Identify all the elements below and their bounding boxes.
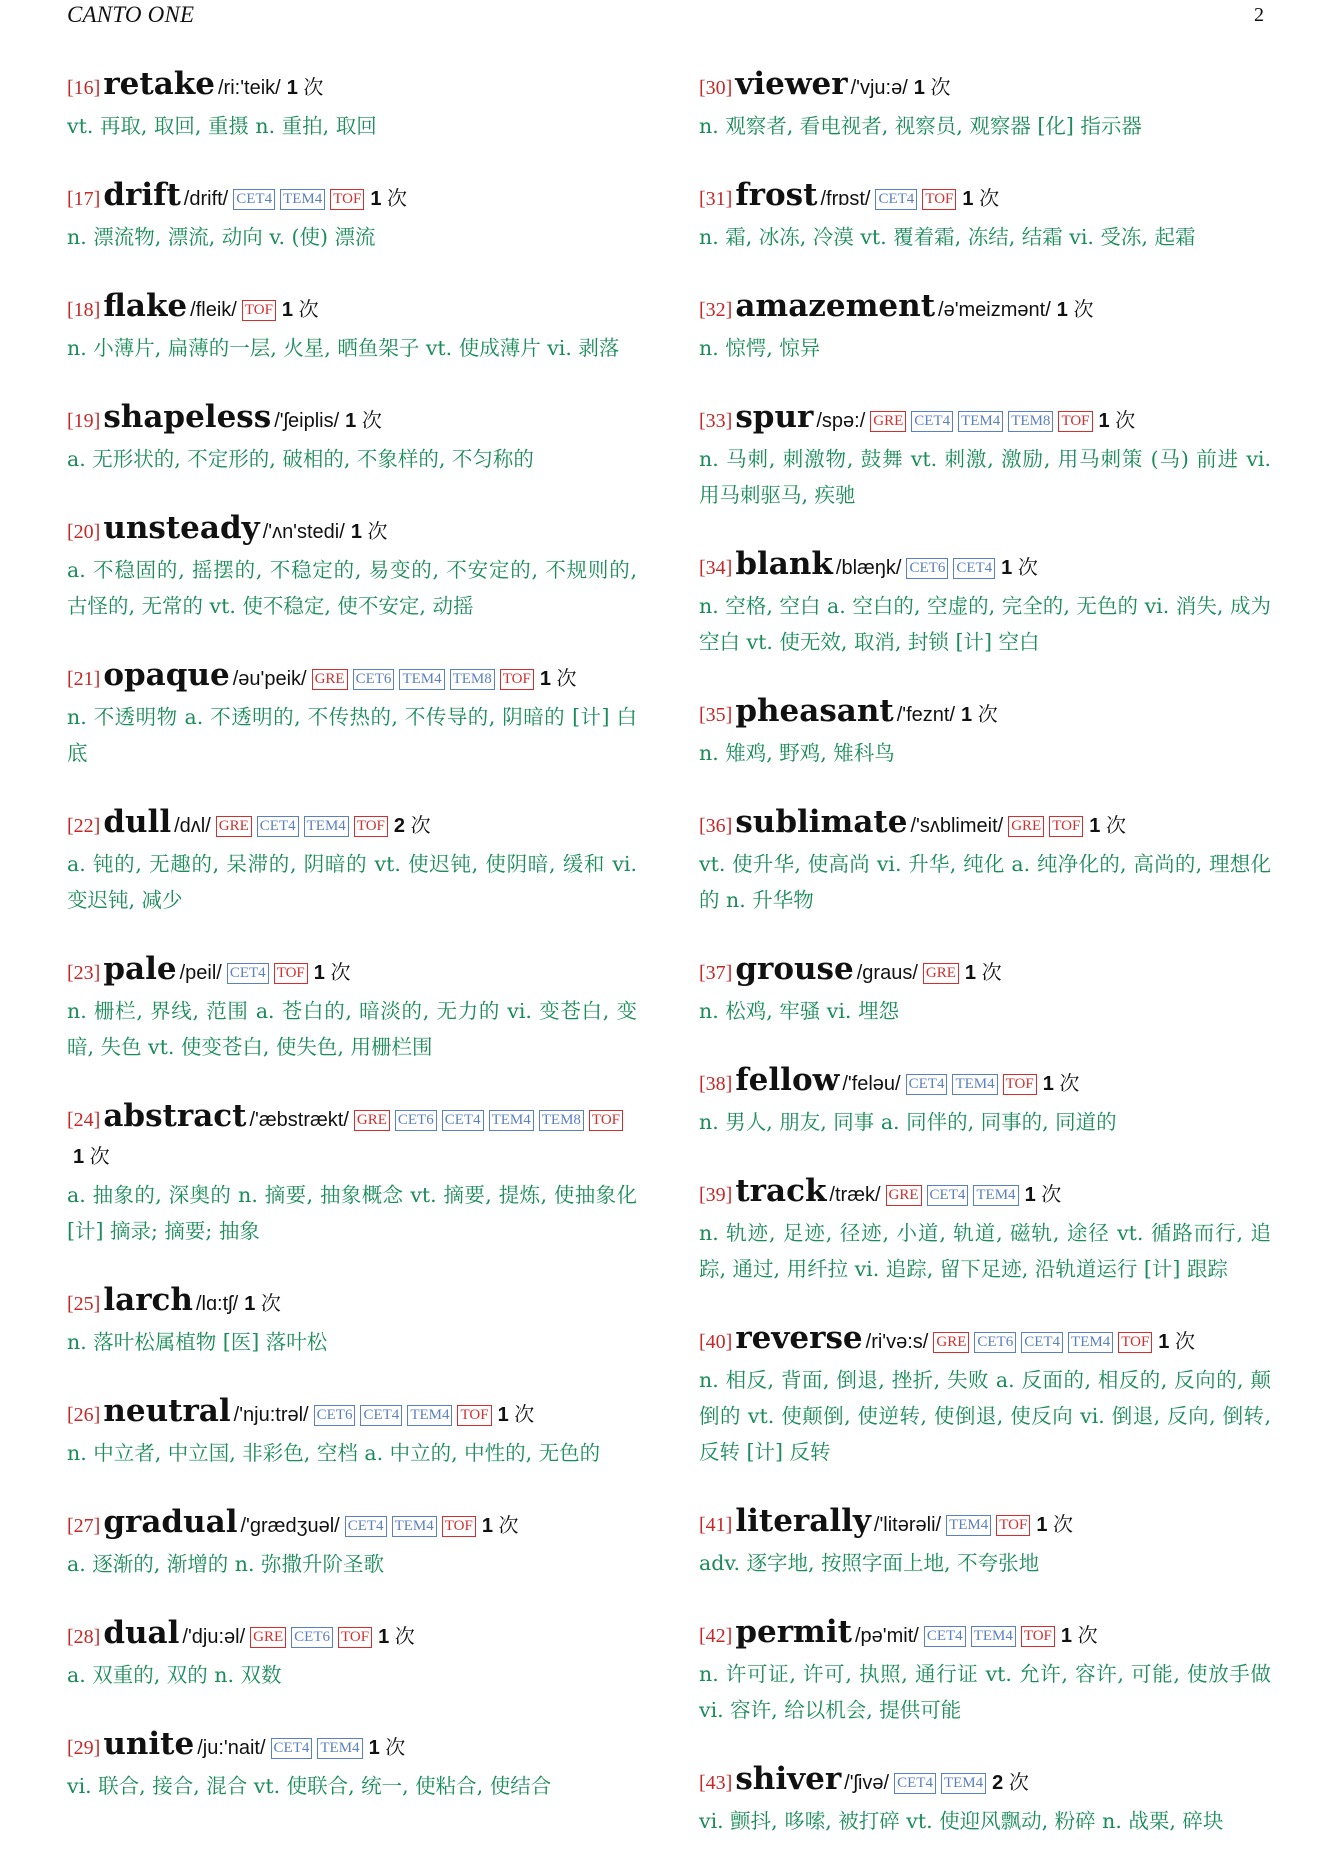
occurrence-count: 1 次 xyxy=(1056,299,1094,321)
definition: n. 不透明物 a. 不透明的, 不传热的, 不传导的, 阴暗的 [计] 白底 xyxy=(67,705,637,765)
exam-tag-gre: GRE xyxy=(312,669,348,690)
entry-index: [39] xyxy=(699,1184,733,1206)
definition: n. 惊愕, 惊异 xyxy=(699,336,821,360)
definition: vi. 颤抖, 哆嗦, 被打碎 vt. 使迎风飘动, 粉碎 n. 战栗, 碎块 xyxy=(699,1809,1224,1833)
headword: dull xyxy=(103,804,172,840)
pronunciation: /træk/ xyxy=(829,1184,881,1206)
pronunciation: /ju:'nait/ xyxy=(197,1737,266,1759)
definition: n. 男人, 朋友, 同事 a. 同伴的, 同事的, 同道的 xyxy=(699,1110,1117,1134)
occurrence-count: 1 次 xyxy=(497,1404,535,1426)
headword: flake xyxy=(103,288,188,324)
occurrence-count: 1 次 xyxy=(286,77,324,99)
entry-index: [31] xyxy=(699,188,733,210)
entry-head xyxy=(67,399,637,440)
entry-index: [36] xyxy=(699,815,733,837)
occurrence-count: 1 次 xyxy=(481,1515,519,1537)
pronunciation: /'feləu/ xyxy=(842,1073,901,1095)
exam-tag-gre: GRE xyxy=(870,411,906,432)
exam-tag-tem4: TEM4 xyxy=(973,1185,1018,1206)
exam-tag-cet4: CET4 xyxy=(875,189,917,210)
exam-tag-tof: TOF xyxy=(589,1110,623,1131)
pronunciation: /ri'və:s/ xyxy=(865,1331,929,1353)
exam-tag-tem4: TEM4 xyxy=(304,816,349,837)
vocab-entry xyxy=(699,693,1271,771)
vocab-entry xyxy=(67,66,637,144)
occurrence-count: 1 次 xyxy=(244,1293,281,1315)
vocab-entry xyxy=(67,657,637,771)
headword: blank xyxy=(735,546,833,582)
exam-tag-tem4: TEM4 xyxy=(946,1515,991,1536)
headword: track xyxy=(735,1173,827,1209)
right-column xyxy=(699,66,1271,1872)
entry-index: [24] xyxy=(67,1109,101,1131)
definition: a. 钝的, 无趣的, 呆滞的, 阴暗的 vt. 使迟钝, 使阴暗, 缓和 vi. 变迟钝, 减少 xyxy=(67,852,637,912)
pronunciation: /drift/ xyxy=(183,188,229,210)
entry-index: [28] xyxy=(67,1626,101,1648)
entry-index: [29] xyxy=(67,1737,101,1759)
entry-index: [21] xyxy=(67,668,101,690)
occurrence-count: 1 次 xyxy=(1158,1331,1195,1353)
exam-tag-cet4: CET4 xyxy=(911,411,953,432)
entry-head xyxy=(699,288,1271,329)
pronunciation: /lɑ:tʃ/ xyxy=(195,1293,239,1315)
definition: n. 相反, 背面, 倒退, 挫折, 失败 a. 反面的, 相反的, 反向的, 颠倒的 vt. 使颠倒, 使逆转, 使倒退, 使反向 vi. 倒退, 反向, 倒转, 反转 [计] 反转 xyxy=(699,1368,1271,1464)
exam-tag-tof: TOF xyxy=(338,1627,372,1648)
exam-tag-cet4: CET4 xyxy=(345,1516,387,1537)
entry-head xyxy=(699,951,1271,992)
entry-index: [27] xyxy=(67,1515,101,1537)
definition: n. 小薄片, 扁薄的一层, 火星, 晒鱼架子 vt. 使成薄片 vi. 剥落 xyxy=(67,336,620,360)
vocab-entry xyxy=(699,177,1271,255)
headword: amazement xyxy=(735,288,936,324)
pronunciation: /'litərəli/ xyxy=(873,1514,942,1536)
headword: sublimate xyxy=(735,804,908,840)
pronunciation: /'ʌn'stedi/ xyxy=(262,521,345,543)
entry-head xyxy=(67,1726,637,1767)
pronunciation: /əu'peik/ xyxy=(232,668,307,690)
exam-tag-tof: TOF xyxy=(1118,1332,1152,1353)
definition: n. 中立者, 中立国, 非彩色, 空档 a. 中立的, 中性的, 无色的 xyxy=(67,1441,601,1465)
pronunciation: /'ʃeiplis/ xyxy=(274,410,340,432)
exam-tag-cet4: CET4 xyxy=(442,1110,484,1131)
page-number: 2 xyxy=(1254,4,1264,26)
pronunciation: /'æbstrækt/ xyxy=(249,1109,349,1131)
exam-tag-cet4: CET4 xyxy=(271,1738,313,1759)
vocab-entry xyxy=(699,399,1271,513)
exam-tag-cet4: CET4 xyxy=(233,189,275,210)
exam-tag-tem4: TEM4 xyxy=(971,1626,1016,1647)
entry-head xyxy=(67,66,637,107)
exam-tag-tof: TOF xyxy=(242,300,276,321)
occurrence-count: 1 次 xyxy=(281,299,319,321)
exam-tag-tem4: TEM4 xyxy=(280,189,325,210)
entry-index: [35] xyxy=(699,704,733,726)
exam-tag-tof: TOF xyxy=(330,189,364,210)
vocab-entry xyxy=(67,399,637,477)
vocab-entry xyxy=(67,951,637,1065)
occurrence-count: 1 次 xyxy=(350,521,388,543)
definition: n. 松鸡, 牢骚 vi. 埋怨 xyxy=(699,999,899,1023)
left-column xyxy=(67,66,637,1837)
occurrence-count: 1 次 xyxy=(962,188,1000,210)
headword: dual xyxy=(103,1615,180,1651)
entry-head xyxy=(699,66,1271,107)
definition: n. 雉鸡, 野鸡, 雉科鸟 xyxy=(699,741,895,765)
pronunciation: /ə'meizmənt/ xyxy=(938,299,1051,321)
vocab-entry xyxy=(67,288,637,366)
definition: n. 栅栏, 界线, 范围 a. 苍白的, 暗淡的, 无力的 vi. 变苍白, 变暗, 失色 vt. 使变苍白, 使失色, 用栅栏围 xyxy=(67,999,637,1059)
definition: a. 抽象的, 深奥的 n. 摘要, 抽象概念 vt. 摘要, 提炼, 使抽象化 [计] 摘录; 摘要; 抽象 xyxy=(67,1183,637,1243)
occurrence-count: 1 次 xyxy=(1042,1073,1080,1095)
pronunciation: /spə:/ xyxy=(816,410,866,432)
exam-tag-cet4: CET4 xyxy=(257,816,299,837)
exam-tag-tem8: TEM8 xyxy=(539,1110,584,1131)
entry-index: [26] xyxy=(67,1404,101,1426)
headword: drift xyxy=(103,177,181,213)
exam-tag-gre: GRE xyxy=(354,1110,390,1131)
occurrence-count: 1 次 xyxy=(378,1626,415,1648)
occurrence-count: 1 次 xyxy=(1024,1184,1062,1206)
entry-head xyxy=(699,177,1271,218)
occurrence-count: 1 次 xyxy=(913,77,951,99)
page-header xyxy=(67,2,1264,30)
vocab-entry xyxy=(67,1615,637,1693)
pronunciation: /'sʌblimeit/ xyxy=(910,815,1004,837)
definition: a. 无形状的, 不定形的, 破相的, 不象样的, 不匀称的 xyxy=(67,447,534,471)
vocab-entry xyxy=(699,1173,1271,1287)
exam-tag-tof: TOF xyxy=(1021,1626,1055,1647)
pronunciation: /pə'mit/ xyxy=(854,1625,919,1647)
exam-tag-cet6: CET6 xyxy=(974,1332,1016,1353)
occurrence-count: 1 次 xyxy=(1036,1514,1074,1536)
definition: vt. 再取, 取回, 重摄 n. 重拍, 取回 xyxy=(67,114,377,138)
headword: shapeless xyxy=(103,399,272,435)
exam-tag-cet4: CET4 xyxy=(227,963,269,984)
headword: abstract xyxy=(103,1098,247,1134)
entry-index: [23] xyxy=(67,962,101,984)
definition: a. 不稳固的, 摇摆的, 不稳定的, 易变的, 不安定的, 不规则的, 古怪的, 无常的 vt. 使不稳定, 使不安定, 动摇 xyxy=(67,558,637,618)
page-title: CANTO ONE xyxy=(67,2,195,27)
vocab-entry xyxy=(699,1761,1271,1839)
headword: gradual xyxy=(103,1504,238,1540)
entry-index: [40] xyxy=(699,1331,733,1353)
entry-index: [19] xyxy=(67,410,101,432)
vocab-entry xyxy=(67,510,637,624)
entry-head xyxy=(699,804,1271,845)
occurrence-count: 1 次 xyxy=(1098,410,1136,432)
vocab-entry xyxy=(699,288,1271,366)
definition: n. 漂流物, 漂流, 动向 v. (使) 漂流 xyxy=(67,225,376,249)
occurrence-count: 1 次 xyxy=(964,962,1002,984)
exam-tag-cet4: CET4 xyxy=(953,558,995,579)
definition: vt. 使升华, 使高尚 vi. 升华, 纯化 a. 纯净化的, 高尚的, 理想化的 n. 升华物 xyxy=(699,852,1271,912)
headword: pale xyxy=(103,951,177,987)
vocab-entry xyxy=(67,1098,637,1249)
entry-head xyxy=(67,804,637,845)
exam-tag-tem8: TEM8 xyxy=(450,669,495,690)
exam-tag-cet6: CET6 xyxy=(291,1627,333,1648)
exam-tag-tem4: TEM4 xyxy=(392,1516,437,1537)
entry-index: [43] xyxy=(699,1772,733,1794)
vocab-entry xyxy=(67,1504,637,1582)
headword: unite xyxy=(103,1726,195,1762)
vocab-entry xyxy=(699,546,1271,660)
occurrence-count: 1 次 xyxy=(370,188,408,210)
entry-index: [33] xyxy=(699,410,733,432)
headword: reverse xyxy=(735,1320,863,1356)
headword: retake xyxy=(103,66,215,102)
exam-tag-tem4: TEM4 xyxy=(952,1074,997,1095)
entry-head xyxy=(699,1173,1271,1214)
exam-tag-tem8: TEM8 xyxy=(1008,411,1053,432)
headword: frost xyxy=(735,177,818,213)
entry-head xyxy=(699,1062,1271,1103)
definition: n. 霜, 冰冻, 冷漠 vt. 覆着霜, 冻结, 结霜 vi. 受冻, 起霜 xyxy=(699,225,1196,249)
occurrence-count: 1 次 xyxy=(1001,557,1038,579)
pronunciation: /dʌl/ xyxy=(174,815,211,837)
entry-index: [38] xyxy=(699,1073,733,1095)
exam-tag-cet6: CET6 xyxy=(395,1110,437,1131)
pronunciation: /'nju:trəl/ xyxy=(233,1404,309,1426)
vocab-entry xyxy=(699,66,1271,144)
entry-head xyxy=(67,1282,637,1323)
occurrence-count: 1 次 xyxy=(539,668,577,690)
exam-tag-cet6: CET6 xyxy=(906,558,948,579)
occurrence-count: 1 次 xyxy=(368,1737,406,1759)
exam-tag-tof: TOF xyxy=(442,1516,476,1537)
exam-tag-tem4: TEM4 xyxy=(941,1773,986,1794)
entry-index: [17] xyxy=(67,188,101,210)
entry-head xyxy=(67,657,637,698)
exam-tag-tem4: TEM4 xyxy=(399,669,444,690)
exam-tag-gre: GRE xyxy=(1008,816,1044,837)
entry-index: [18] xyxy=(67,299,101,321)
exam-tag-cet4: CET4 xyxy=(927,1185,969,1206)
entry-index: [32] xyxy=(699,299,733,321)
headword: grouse xyxy=(735,951,854,987)
exam-tag-tof: TOF xyxy=(922,189,956,210)
definition: n. 观察者, 看电视者, 视察员, 观察器 [化] 指示器 xyxy=(699,114,1142,138)
headword: unsteady xyxy=(103,510,260,546)
pronunciation: /'feznt/ xyxy=(896,704,956,726)
exam-tag-gre: GRE xyxy=(933,1332,969,1353)
pronunciation: /blæŋk/ xyxy=(835,557,902,579)
definition: n. 落叶松属植物 [医] 落叶松 xyxy=(67,1330,328,1354)
definition: a. 双重的, 双的 n. 双数 xyxy=(67,1663,282,1687)
exam-tag-cet6: CET6 xyxy=(353,669,395,690)
headword: pheasant xyxy=(735,693,894,729)
pronunciation: /ri:'teik/ xyxy=(218,77,281,99)
entry-index: [16] xyxy=(67,77,101,99)
headword: literally xyxy=(735,1503,871,1539)
headword: spur xyxy=(735,399,814,435)
entry-head xyxy=(67,1098,637,1176)
headword: shiver xyxy=(735,1761,842,1797)
vocab-entry xyxy=(67,1726,637,1804)
exam-tag-tof: TOF xyxy=(457,1405,491,1426)
vocab-entry xyxy=(699,1614,1271,1728)
occurrence-count: 1 次 xyxy=(313,962,351,984)
definition: n. 空格, 空白 a. 空白的, 空虚的, 完全的, 无色的 vi. 消失, 成为空白 vt. 使无效, 取消, 封锁 [计] 空白 xyxy=(699,594,1271,654)
vocab-entry xyxy=(699,951,1271,1029)
occurrence-count: 2 次 xyxy=(393,815,431,837)
definition: n. 轨迹, 足迹, 径迹, 小道, 轨道, 磁轨, 途径 vt. 循路而行, 追踪, 通过, 用纤拉 vi. 追踪, 留下足迹, 沿轨道运行 [计] 跟踪 xyxy=(699,1221,1271,1281)
headword: viewer xyxy=(735,66,848,102)
entry-head xyxy=(699,1503,1271,1544)
exam-tag-tem4: TEM4 xyxy=(489,1110,534,1131)
entry-index: [42] xyxy=(699,1625,733,1647)
entry-index: [34] xyxy=(699,557,733,579)
vocab-entry xyxy=(67,177,637,255)
exam-tag-tem4: TEM4 xyxy=(958,411,1003,432)
exam-tag-tof: TOF xyxy=(1049,816,1083,837)
entry-head xyxy=(67,288,637,329)
pronunciation: /peil/ xyxy=(179,962,222,984)
definition: n. 马刺, 刺激物, 鼓舞 vt. 刺激, 激励, 用马刺策 (马) 前进 vi. 用马刺驱马, 疾驰 xyxy=(699,447,1271,507)
exam-tag-gre: GRE xyxy=(216,816,252,837)
pronunciation: /frɒst/ xyxy=(820,188,871,210)
exam-tag-tof: TOF xyxy=(500,669,534,690)
headword: permit xyxy=(735,1614,852,1650)
entry-head xyxy=(699,1761,1271,1802)
exam-tag-tof: TOF xyxy=(354,816,388,837)
occurrence-count: 2 次 xyxy=(992,1772,1029,1794)
exam-tag-cet6: CET6 xyxy=(314,1405,356,1426)
entry-index: [41] xyxy=(699,1514,733,1536)
headword: larch xyxy=(103,1282,193,1318)
exam-tag-cet4: CET4 xyxy=(906,1074,948,1095)
occurrence-count: 1 次 xyxy=(1089,815,1126,837)
vocab-entry xyxy=(67,1282,637,1360)
exam-tag-tem4: TEM4 xyxy=(1068,1332,1113,1353)
pronunciation: /'vju:ə/ xyxy=(850,77,908,99)
exam-tag-cet4: CET4 xyxy=(894,1773,936,1794)
vocab-entry xyxy=(67,804,637,918)
exam-tag-tof: TOF xyxy=(1003,1074,1037,1095)
entry-head xyxy=(67,177,637,218)
entry-head xyxy=(67,1615,637,1656)
exam-tag-tof: TOF xyxy=(274,963,308,984)
pronunciation: /'grædʒuəl/ xyxy=(240,1515,340,1537)
pronunciation: /fleik/ xyxy=(190,299,237,321)
exam-tag-tof: TOF xyxy=(1058,411,1092,432)
headword: fellow xyxy=(735,1062,840,1098)
headword: opaque xyxy=(103,657,230,693)
definition: adv. 逐字地, 按照字面上地, 不夸张地 xyxy=(699,1551,1040,1575)
definition: a. 逐渐的, 渐增的 n. 弥撒升阶圣歌 xyxy=(67,1552,385,1576)
entry-index: [25] xyxy=(67,1293,101,1315)
exam-tag-gre: GRE xyxy=(886,1185,922,1206)
entry-head xyxy=(67,1504,637,1545)
vocab-entry xyxy=(699,1320,1271,1470)
exam-tag-tem4: TEM4 xyxy=(317,1738,362,1759)
exam-tag-tof: TOF xyxy=(996,1515,1030,1536)
pronunciation: /graus/ xyxy=(856,962,918,984)
definition: vi. 联合, 接合, 混合 vt. 使联合, 统一, 使粘合, 使结合 xyxy=(67,1774,552,1798)
pronunciation: /'dju:əl/ xyxy=(182,1626,246,1648)
definition: n. 许可证, 许可, 执照, 通行证 vt. 允许, 容许, 可能, 使放手做 vi. 容许, 给以机会, 提供可能 xyxy=(699,1662,1271,1722)
entry-index: [22] xyxy=(67,815,101,837)
exam-tag-cet4: CET4 xyxy=(924,1626,966,1647)
exam-tag-cet4: CET4 xyxy=(1021,1332,1063,1353)
occurrence-count: 1 次 xyxy=(73,1146,110,1168)
occurrence-count: 1 次 xyxy=(961,704,998,726)
exam-tag-cet4: CET4 xyxy=(360,1405,402,1426)
entry-index: [20] xyxy=(67,521,101,543)
vocab-entry xyxy=(699,804,1271,918)
entry-head xyxy=(67,510,637,551)
vocab-entry xyxy=(699,1062,1271,1140)
entry-head xyxy=(67,1393,637,1434)
entry-index: [30] xyxy=(699,77,733,99)
entry-head xyxy=(699,1614,1271,1655)
vocab-entry xyxy=(67,1393,637,1471)
occurrence-count: 1 次 xyxy=(1060,1625,1098,1647)
entry-head xyxy=(67,951,637,992)
entry-head xyxy=(699,546,1271,587)
occurrence-count: 1 次 xyxy=(345,410,382,432)
exam-tag-tem4: TEM4 xyxy=(407,1405,452,1426)
vocab-entry xyxy=(699,1503,1271,1581)
headword: neutral xyxy=(103,1393,231,1429)
entry-head xyxy=(699,1320,1271,1361)
entry-index: [37] xyxy=(699,962,733,984)
entry-head xyxy=(699,399,1271,440)
exam-tag-gre: GRE xyxy=(250,1627,286,1648)
entry-head xyxy=(699,693,1271,734)
pronunciation: /'ʃivə/ xyxy=(844,1772,890,1794)
exam-tag-gre: GRE xyxy=(923,963,959,984)
